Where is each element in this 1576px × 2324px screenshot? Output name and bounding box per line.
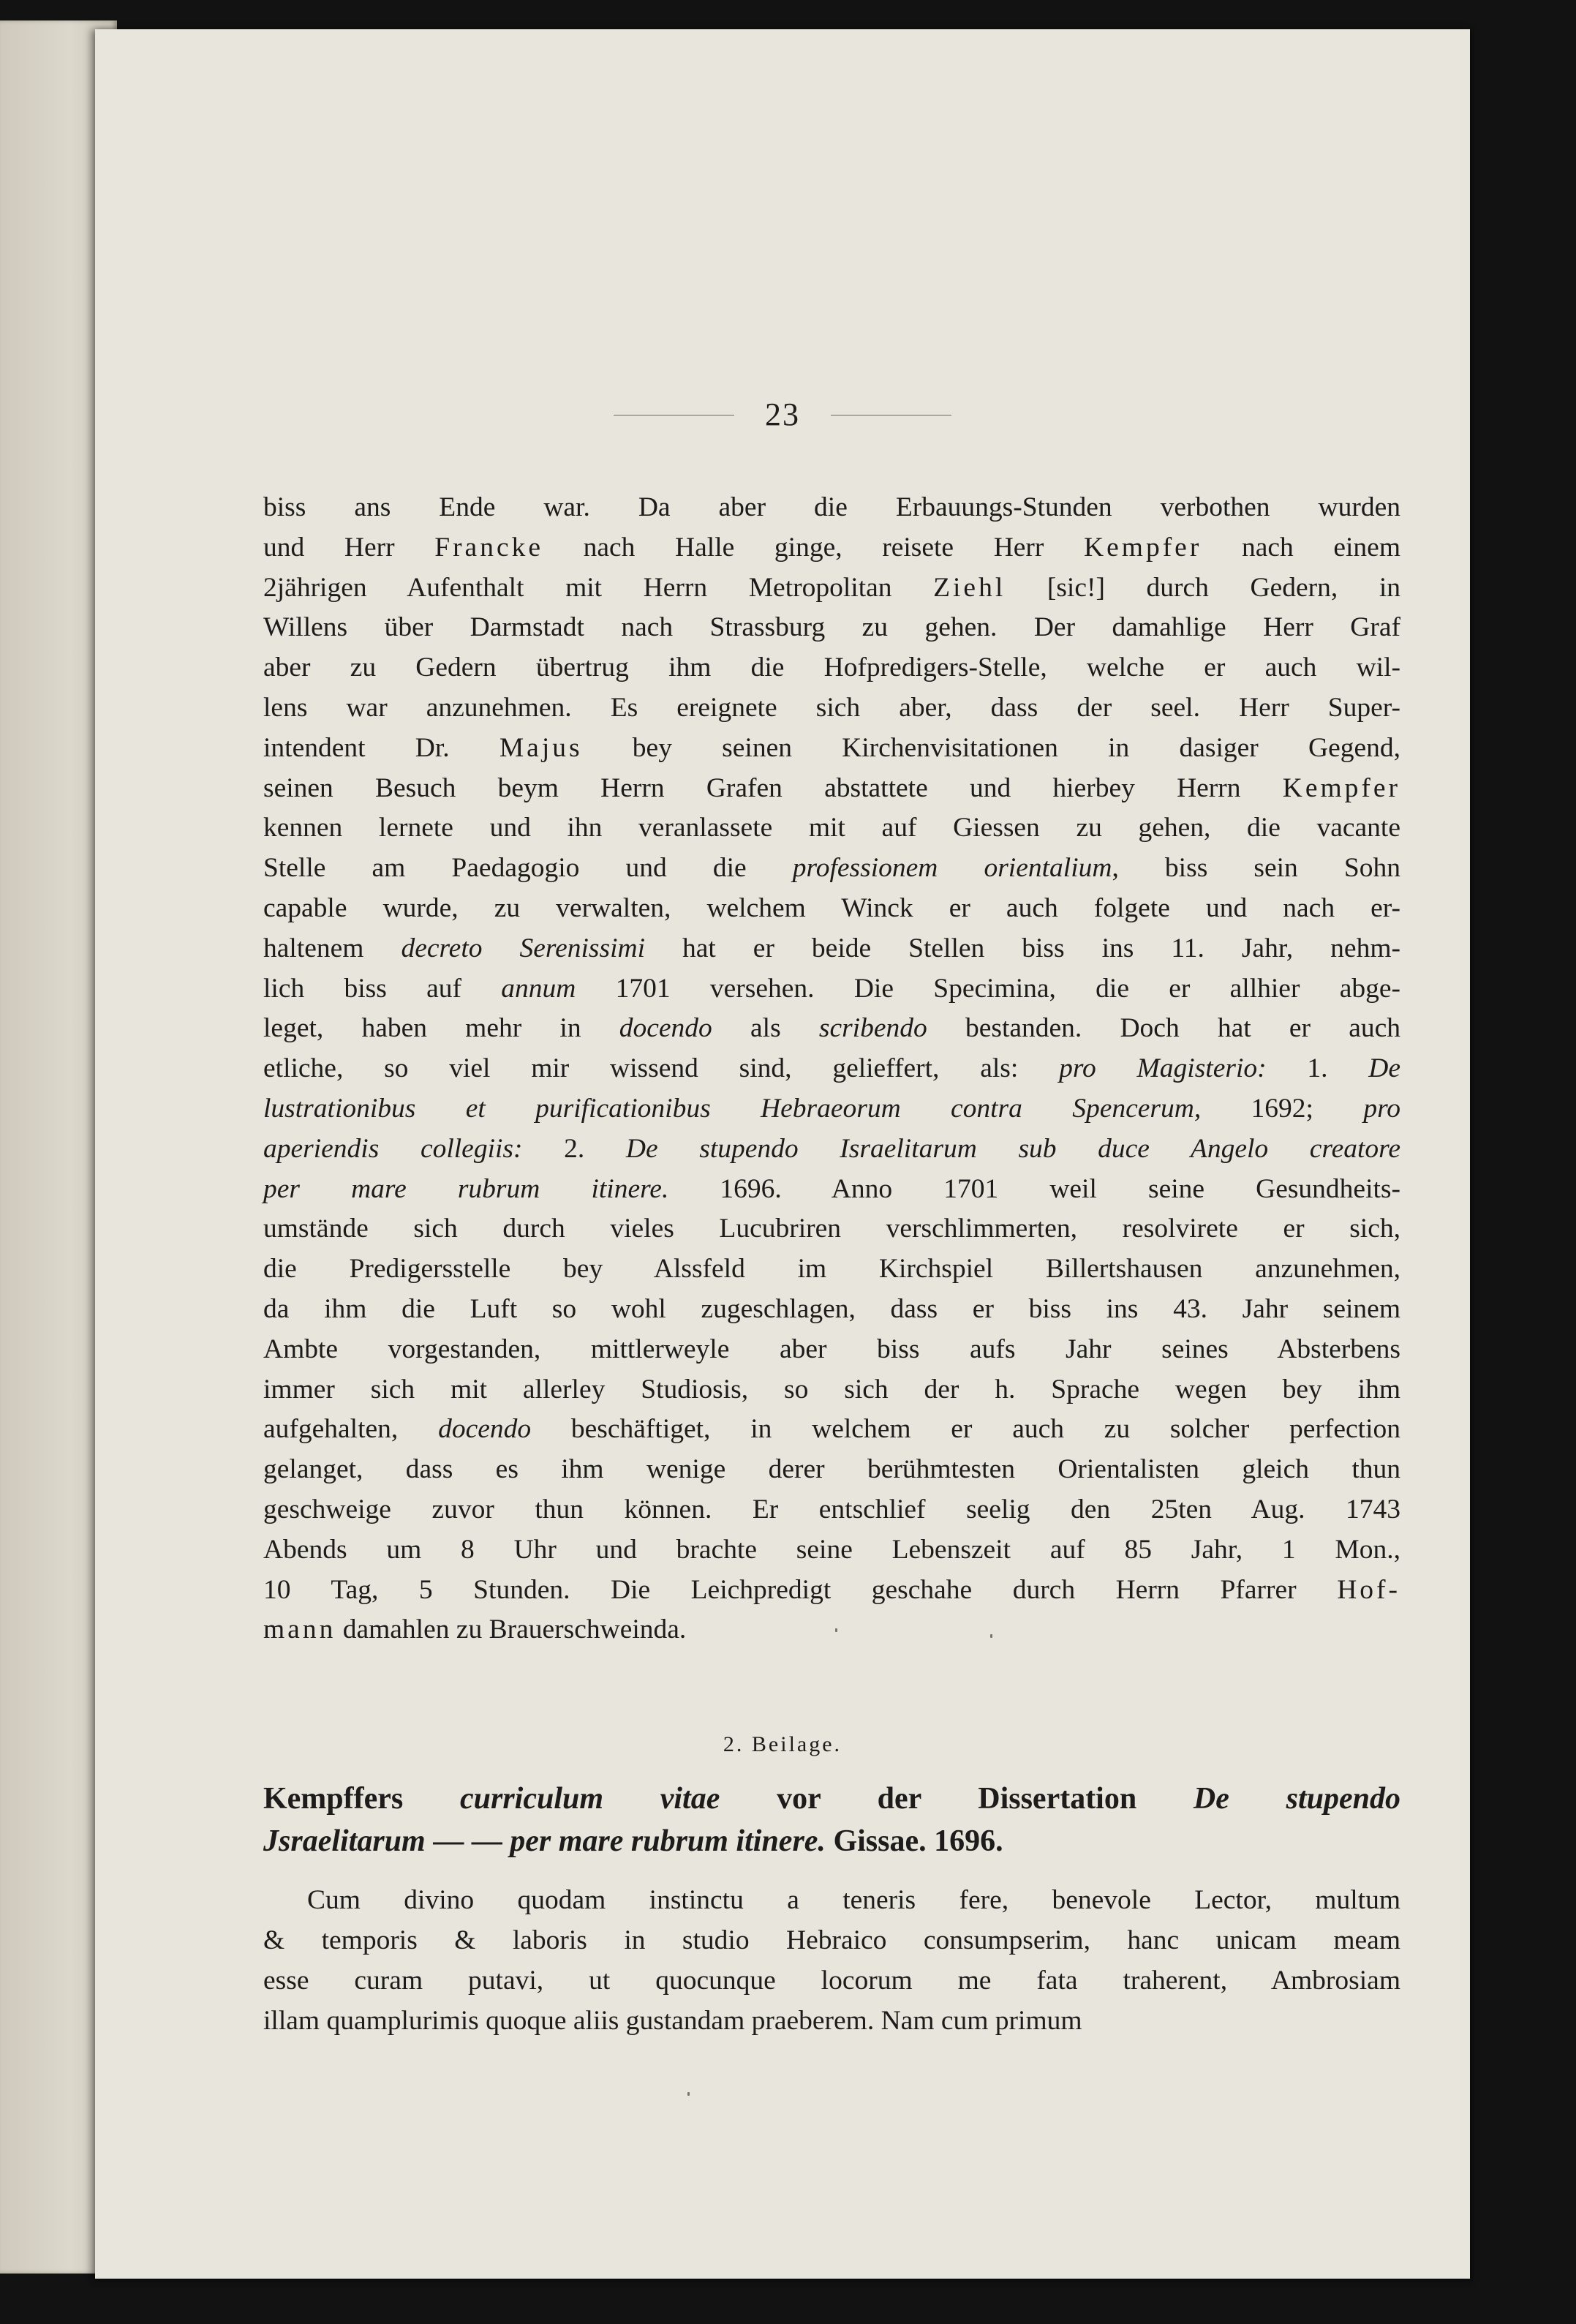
text-line: Kempffers curriculum vitae vor der Dissertation De stupendo (263, 1782, 1400, 1816)
text-line: per mare rubrum itinere. 1696. Anno 1701 weil seine Gesundheits- (263, 1173, 1400, 1204)
text-line: 2jährigen Aufenthalt mit Herrn Metropolitan Ziehl [sic!] durch Gedern, in (263, 572, 1401, 603)
text-line: lustrationibus et purificationibus Hebraeorum contra Spencerum, 1692; pro (263, 1093, 1401, 1124)
text-line: Abends um 8 Uhr und brachte seine Lebenszeit auf 85 Jahr, 1 Mon., (263, 1534, 1400, 1565)
text-line: leget, haben mehr in docendo als scribendo bestanden. Doch hat er auch (263, 1013, 1400, 1044)
text-line: und Herr Francke nach Halle ginge, reisete Herr Kempfer nach einem (263, 532, 1400, 563)
text-line: Ambte vorgestanden, mittlerweyle aber biss aufs Jahr seines Absterbens (263, 1334, 1400, 1364)
text-line: 10 Tag, 5 Stunden. Die Leichpredigt geschahe durch Herrn Pfarrer Hof- (263, 1574, 1400, 1605)
text-line: lens war anzunehmen. Es ereignete sich aber, dass der seel. Herr Super- (263, 692, 1400, 723)
text-line: da ihm die Luft so wohl zugeschlagen, dass er biss ins 43. Jahr seinem (263, 1293, 1400, 1324)
text-line: esse curam putavi, ut quocunque locorum me fata traherent, Ambrosiam (263, 1966, 1400, 1996)
text-line: kennen lernete und ihn veranlassete mit auf Giessen zu gehen, die vacante (263, 813, 1400, 843)
text-line: intendent Dr. Majus bey seinen Kirchenvisitationen in dasiger Gegend, (263, 732, 1400, 763)
main-paragraph (263, 488, 1400, 1650)
latin-paragraph (263, 1880, 1400, 2041)
paper-speck (835, 1628, 837, 1632)
paper-speck (990, 1634, 992, 1638)
text-line: mann damahlen zu Brauerschweinda. (263, 1614, 687, 1645)
text-line: die Predigersstelle bey Alssfeld im Kirchspiel Billertshausen anzunehmen, (263, 1254, 1400, 1285)
text-line: illam quamplurimis quoque aliis gustandam praeberem. Nam cum primum (263, 2006, 1082, 2036)
text-line: haltenem decreto Serenissimi hat er beide Stellen biss ins 11. Jahr, nehm- (263, 933, 1400, 963)
text-line: aber zu Gedern übertrug ihm die Hofpredigers-Stelle, welche er auch wil- (263, 653, 1400, 683)
text-line: Jsraelitarum — — per mare rubrum itinere. Gissae. 1696. (263, 1824, 1003, 1858)
paper-speck (687, 2092, 690, 2096)
text-line: umstände sich durch vieles Lucubriren verschlimmerten, resolvirete er sich, (263, 1214, 1400, 1244)
text-line: aperiendis collegiis: 2. De stupendo Israelitarum sub duce Angelo creatore (263, 1133, 1401, 1164)
text-line: Cum divino quodam instinctu a teneris fere, benevole Lector, multum (307, 1885, 1400, 1915)
text-line: Willens über Darmstadt nach Strassburg zu gehen. Der damahlige Herr Graf (263, 612, 1400, 643)
text-line: & temporis & laboris in studio Hebraico consumpserim, hanc unicam meam (263, 1925, 1400, 1955)
section-title (263, 1778, 1400, 1862)
text-line: seinen Besuch beym Herrn Grafen abstattete und hierbey Herrn Kempfer (263, 772, 1400, 803)
text-line: etliche, so viel mir wissend sind, gelieffert, als: pro Magisterio: 1. De (263, 1053, 1401, 1084)
page-header (95, 396, 1470, 432)
paragraph-lines (263, 488, 1400, 1650)
text-line: aufgehalten, docendo beschäftiget, in welchem er auch zu solcher perfection (263, 1414, 1400, 1445)
section-label: 2. Beilage. (723, 1732, 842, 1756)
text-line: Stelle am Paedagogio und die professionem orientalium, biss sein Sohn (263, 853, 1401, 884)
text-line: lich biss auf annum 1701 versehen. Die Specimina, die er allhier abge- (263, 973, 1400, 1004)
text-line: geschweige zuvor thun können. Er entschlief seelig den 25ten Aug. 1743 (263, 1494, 1400, 1524)
text-line: biss ans Ende war. Da aber die Erbauungs-Stunden verbothen wurden (263, 492, 1400, 522)
book-page (95, 29, 1470, 2279)
text-line: gelanget, dass es ihm wenige derer berühmtesten Orientalisten gleich thun (263, 1454, 1400, 1485)
text-line: capable wurde, zu verwalten, welchem Winck er auch folgete und nach er- (263, 892, 1400, 923)
text-line: immer sich mit allerley Studiosis, so sich der h. Sprache wegen bey ihm (263, 1374, 1400, 1404)
page-number: 23 (765, 396, 800, 432)
